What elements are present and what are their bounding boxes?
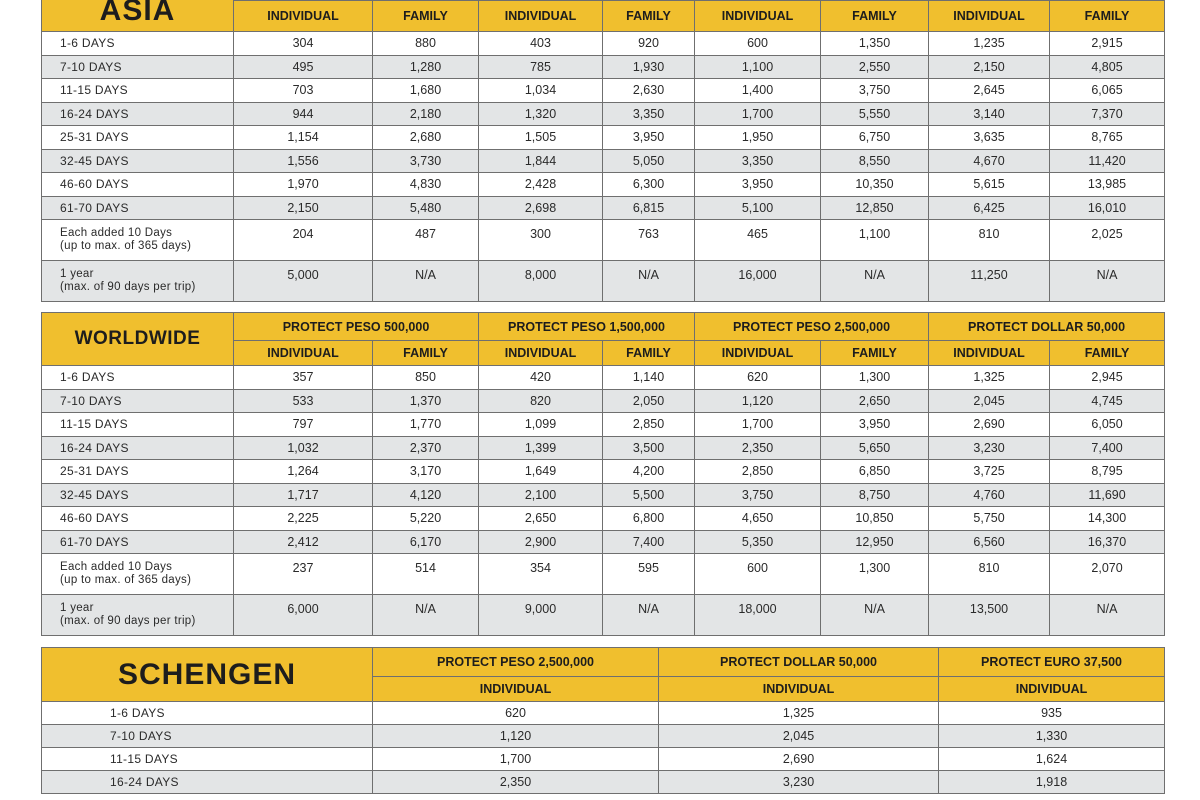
duration-label: 32-45 DAYS [42,483,234,507]
asia-col-family: FAMILY [603,1,695,32]
premium-cell: 4,200 [603,460,695,484]
worldwide-rate-table [41,312,1165,636]
premium-cell: 2,350 [373,771,659,794]
premium-cell: 16,370 [1050,530,1165,554]
premium-cell: N/A [373,261,479,302]
premium-cell: 420 [479,366,603,390]
premium-cell: 11,420 [1050,149,1165,173]
premium-cell: 1,264 [234,460,373,484]
premium-cell: 3,725 [929,460,1050,484]
premium-cell: 3,350 [603,102,695,126]
year-label-line2: (max. of 90 days per trip) [60,281,196,293]
schengen-plan-header: PROTECT PESO 2,500,000 [373,648,659,677]
premium-cell: 5,100 [695,196,821,220]
premium-cell: 5,650 [821,436,929,460]
premium-cell: 1,330 [939,725,1165,748]
premium-cell: 2,350 [695,436,821,460]
premium-cell: 6,850 [821,460,929,484]
premium-cell: 495 [234,55,373,79]
premium-cell: 4,745 [1050,389,1165,413]
premium-cell: 2,050 [603,389,695,413]
premium-cell: 1,400 [695,79,821,103]
premium-cell: 2,100 [479,483,603,507]
worldwide-rate-rows [42,366,1165,636]
premium-cell: 6,800 [603,507,695,531]
premium-cell: 1,320 [479,102,603,126]
premium-cell: 2,150 [929,55,1050,79]
premium-cell: 2,045 [659,725,939,748]
duration-label: 16-24 DAYS [42,102,234,126]
premium-cell: 920 [603,32,695,56]
premium-cell: 5,615 [929,173,1050,197]
year-label-line2: (max. of 90 days per trip) [60,615,196,627]
premium-cell: 5,050 [603,149,695,173]
added-days-row [42,554,1165,595]
added-label-line1: Each added 10 Days [60,561,173,573]
premium-cell: 1,649 [479,460,603,484]
year-label-line1: 1 year [60,268,94,280]
rate-row [42,366,1165,390]
premium-cell: 1,950 [695,126,821,150]
worldwide-plan-header-row [42,313,1165,341]
premium-cell: 533 [234,389,373,413]
rate-row [42,149,1165,173]
premium-cell: 3,750 [695,483,821,507]
duration-label: 46-60 DAYS [42,507,234,531]
premium-cell: 9,000 [479,595,603,636]
premium-cell: N/A [821,261,929,302]
premium-cell: 2,945 [1050,366,1165,390]
premium-cell: 5,480 [373,196,479,220]
premium-cell: 10,350 [821,173,929,197]
premium-cell: 1,370 [373,389,479,413]
premium-cell: 13,985 [1050,173,1165,197]
schengen-plan-header: PROTECT DOLLAR 50,000 [659,648,939,677]
rate-row [42,771,1165,794]
duration-label: 7-10 DAYS [42,389,234,413]
worldwide-col-family: FAMILY [373,341,479,366]
premium-cell: 3,170 [373,460,479,484]
worldwide-col-individual: INDIVIDUAL [479,341,603,366]
schengen-plan-header-row [42,648,1165,677]
premium-cell: 797 [234,413,373,437]
premium-cell: 4,805 [1050,55,1165,79]
schengen-col-individual: INDIVIDUAL [939,677,1165,702]
premium-cell: 1,918 [939,771,1165,794]
premium-cell: 785 [479,55,603,79]
premium-cell: 8,765 [1050,126,1165,150]
premium-cell: 1,154 [234,126,373,150]
premium-cell: 3,230 [659,771,939,794]
premium-cell: 2,650 [479,507,603,531]
premium-cell: 6,065 [1050,79,1165,103]
premium-cell: 2,900 [479,530,603,554]
premium-cell: 1,120 [695,389,821,413]
schengen-col-individual: INDIVIDUAL [659,677,939,702]
duration-label: 1-6 DAYS [42,32,234,56]
premium-cell: 5,220 [373,507,479,531]
duration-label: 1-6 DAYS [42,366,234,390]
asia-col-family: FAMILY [373,1,479,32]
premium-cell: 1,325 [659,702,939,725]
rate-row [42,702,1165,725]
asia-col-individual: INDIVIDUAL [234,1,373,32]
rate-row [42,173,1165,197]
premium-cell: 300 [479,220,603,261]
duration-label: 16-24 DAYS [42,436,234,460]
premium-cell: 2,690 [659,748,939,771]
premium-cell: 7,400 [1050,436,1165,460]
rate-row [42,102,1165,126]
premium-cell: 3,750 [821,79,929,103]
worldwide-rate-table-section [41,312,1164,636]
premium-cell: 5,000 [234,261,373,302]
premium-cell: 3,950 [695,173,821,197]
premium-cell: 2,412 [234,530,373,554]
rate-row [42,530,1165,554]
worldwide-col-individual: INDIVIDUAL [929,341,1050,366]
rate-row [42,126,1165,150]
premium-cell: 16,010 [1050,196,1165,220]
premium-cell: 1,700 [695,102,821,126]
premium-cell: 620 [695,366,821,390]
duration-label: 32-45 DAYS [42,149,234,173]
premium-cell: 1,034 [479,79,603,103]
added-label-line1: Each added 10 Days [60,227,173,239]
premium-cell: 5,750 [929,507,1050,531]
worldwide-col-family: FAMILY [821,341,929,366]
premium-cell: 3,635 [929,126,1050,150]
premium-cell: 4,650 [695,507,821,531]
duration-label: 11-15 DAYS [42,413,234,437]
premium-cell: 6,425 [929,196,1050,220]
duration-label: 25-31 DAYS [42,460,234,484]
duration-label: 7-10 DAYS [42,725,373,748]
rate-row [42,55,1165,79]
premium-cell: 1,770 [373,413,479,437]
premium-cell: 1,700 [373,748,659,771]
premium-cell: 1,280 [373,55,479,79]
asia-rate-table [41,0,1165,302]
premium-cell: 8,000 [479,261,603,302]
premium-cell: 1,350 [821,32,929,56]
premium-cell: 16,000 [695,261,821,302]
premium-cell: 465 [695,220,821,261]
rate-row [42,725,1165,748]
annual-row [42,595,1165,636]
premium-cell: 2,225 [234,507,373,531]
premium-cell: 6,050 [1050,413,1165,437]
asia-col-family: FAMILY [1050,1,1165,32]
premium-cell: 2,370 [373,436,479,460]
year-label [42,595,234,636]
rate-row [42,389,1165,413]
worldwide-plan-header: PROTECT PESO 1,500,000 [479,313,695,341]
schengen-rate-table-section [41,647,1164,794]
premium-cell: 2,180 [373,102,479,126]
duration-label: 61-70 DAYS [42,530,234,554]
rate-row [42,460,1165,484]
premium-cell: 5,500 [603,483,695,507]
premium-cell: 820 [479,389,603,413]
asia-rate-rows [42,32,1165,302]
premium-cell: 8,750 [821,483,929,507]
premium-cell: 6,170 [373,530,479,554]
premium-cell: 2,645 [929,79,1050,103]
premium-cell: 237 [234,554,373,595]
schengen-rate-rows [42,702,1165,794]
premium-cell: 18,000 [695,595,821,636]
premium-cell: 5,550 [821,102,929,126]
schengen-plan-header: PROTECT EURO 37,500 [939,648,1165,677]
asia-rate-table-section [41,0,1164,302]
premium-cell: 595 [603,554,695,595]
premium-cell: 3,950 [821,413,929,437]
premium-cell: 2,150 [234,196,373,220]
premium-cell: 357 [234,366,373,390]
premium-cell: 2,630 [603,79,695,103]
premium-cell: 4,760 [929,483,1050,507]
premium-cell: 1,505 [479,126,603,150]
premium-cell: 2,850 [603,413,695,437]
premium-cell: 703 [234,79,373,103]
premium-cell: 7,370 [1050,102,1165,126]
premium-cell: 810 [929,554,1050,595]
premium-cell: 600 [695,32,821,56]
worldwide-col-individual: INDIVIDUAL [695,341,821,366]
worldwide-plan-header: PROTECT PESO 2,500,000 [695,313,929,341]
year-label [42,261,234,302]
worldwide-col-individual: INDIVIDUAL [234,341,373,366]
premium-cell: 14,300 [1050,507,1165,531]
premium-cell: 1,624 [939,748,1165,771]
premium-cell: 2,850 [695,460,821,484]
worldwide-region-title: WORLDWIDE [42,313,234,366]
rate-row [42,32,1165,56]
duration-label: 25-31 DAYS [42,126,234,150]
premium-cell: N/A [603,595,695,636]
premium-cell: 3,350 [695,149,821,173]
premium-cell: 1,556 [234,149,373,173]
premium-cell: 8,795 [1050,460,1165,484]
asia-col-individual: INDIVIDUAL [695,1,821,32]
duration-label: 11-15 DAYS [42,79,234,103]
premium-cell: 850 [373,366,479,390]
duration-label: 16-24 DAYS [42,771,373,794]
premium-cell: 11,690 [1050,483,1165,507]
added-days-row [42,220,1165,261]
premium-cell: 1,325 [929,366,1050,390]
premium-cell: 1,844 [479,149,603,173]
premium-cell: 2,698 [479,196,603,220]
premium-cell: 810 [929,220,1050,261]
duration-label: 1-6 DAYS [42,702,373,725]
premium-cell: 935 [939,702,1165,725]
premium-cell: 2,025 [1050,220,1165,261]
premium-cell: 1,300 [821,554,929,595]
duration-label: 11-15 DAYS [42,748,373,771]
added-label-line2: (up to max. of 365 days) [60,574,192,586]
premium-cell: 2,690 [929,413,1050,437]
schengen-region-title: SCHENGEN [42,648,373,702]
premium-cell: 6,750 [821,126,929,150]
premium-cell: 10,850 [821,507,929,531]
rate-row [42,483,1165,507]
premium-cell: 944 [234,102,373,126]
premium-cell: 3,230 [929,436,1050,460]
added-label-line2: (up to max. of 365 days) [60,240,192,252]
schengen-col-individual: INDIVIDUAL [373,677,659,702]
rate-row [42,413,1165,437]
premium-cell: 3,140 [929,102,1050,126]
added-label [42,220,234,261]
premium-cell: 487 [373,220,479,261]
premium-cell: 1,140 [603,366,695,390]
premium-cell: 8,550 [821,149,929,173]
asia-col-individual: INDIVIDUAL [929,1,1050,32]
premium-cell: 12,850 [821,196,929,220]
rate-row [42,507,1165,531]
premium-cell: 1,700 [695,413,821,437]
premium-cell: 1,930 [603,55,695,79]
duration-label: 61-70 DAYS [42,196,234,220]
asia-col-family: FAMILY [821,1,929,32]
premium-cell: 1,970 [234,173,373,197]
premium-cell: 2,070 [1050,554,1165,595]
premium-cell: 2,550 [821,55,929,79]
premium-cell: 13,500 [929,595,1050,636]
premium-cell: 1,100 [695,55,821,79]
asia-region-title: ASIA [42,0,234,32]
premium-cell: 4,670 [929,149,1050,173]
premium-cell: 2,915 [1050,32,1165,56]
premium-cell: 3,500 [603,436,695,460]
premium-cell: 1,680 [373,79,479,103]
premium-cell: 1,120 [373,725,659,748]
duration-label: 46-60 DAYS [42,173,234,197]
rate-row [42,436,1165,460]
premium-cell: 7,400 [603,530,695,554]
premium-cell: 1,032 [234,436,373,460]
premium-cell: 6,560 [929,530,1050,554]
premium-cell: 354 [479,554,603,595]
premium-cell: 403 [479,32,603,56]
added-label [42,554,234,595]
worldwide-plan-header: PROTECT PESO 500,000 [234,313,479,341]
premium-cell: 1,399 [479,436,603,460]
premium-cell: 600 [695,554,821,595]
worldwide-col-family: FAMILY [603,341,695,366]
premium-cell: 514 [373,554,479,595]
premium-cell: 2,045 [929,389,1050,413]
premium-cell: 620 [373,702,659,725]
premium-cell: 2,650 [821,389,929,413]
asia-col-individual: INDIVIDUAL [479,1,603,32]
year-label-line1: 1 year [60,602,94,614]
premium-cell: 6,000 [234,595,373,636]
duration-label: 7-10 DAYS [42,55,234,79]
premium-cell: 4,120 [373,483,479,507]
premium-cell: 2,428 [479,173,603,197]
premium-cell: 1,235 [929,32,1050,56]
premium-cell: N/A [1050,595,1165,636]
premium-cell: 880 [373,32,479,56]
premium-cell: 4,830 [373,173,479,197]
premium-cell: 304 [234,32,373,56]
premium-cell: 6,300 [603,173,695,197]
premium-cell: 2,680 [373,126,479,150]
rate-row [42,79,1165,103]
premium-cell: 1,717 [234,483,373,507]
premium-cell: 6,815 [603,196,695,220]
worldwide-col-family: FAMILY [1050,341,1165,366]
premium-cell: N/A [603,261,695,302]
premium-cell: 763 [603,220,695,261]
premium-cell: 11,250 [929,261,1050,302]
premium-cell: 3,730 [373,149,479,173]
premium-cell: 1,300 [821,366,929,390]
worldwide-plan-header: PROTECT DOLLAR 50,000 [929,313,1165,341]
premium-cell: 12,950 [821,530,929,554]
schengen-rate-table [41,647,1165,794]
premium-cell: 5,350 [695,530,821,554]
rate-row [42,196,1165,220]
premium-cell: N/A [373,595,479,636]
premium-cell: 204 [234,220,373,261]
premium-cell: N/A [1050,261,1165,302]
premium-cell: N/A [821,595,929,636]
annual-row [42,261,1165,302]
premium-cell: 3,950 [603,126,695,150]
rate-row [42,748,1165,771]
premium-cell: 1,099 [479,413,603,437]
premium-cell: 1,100 [821,220,929,261]
